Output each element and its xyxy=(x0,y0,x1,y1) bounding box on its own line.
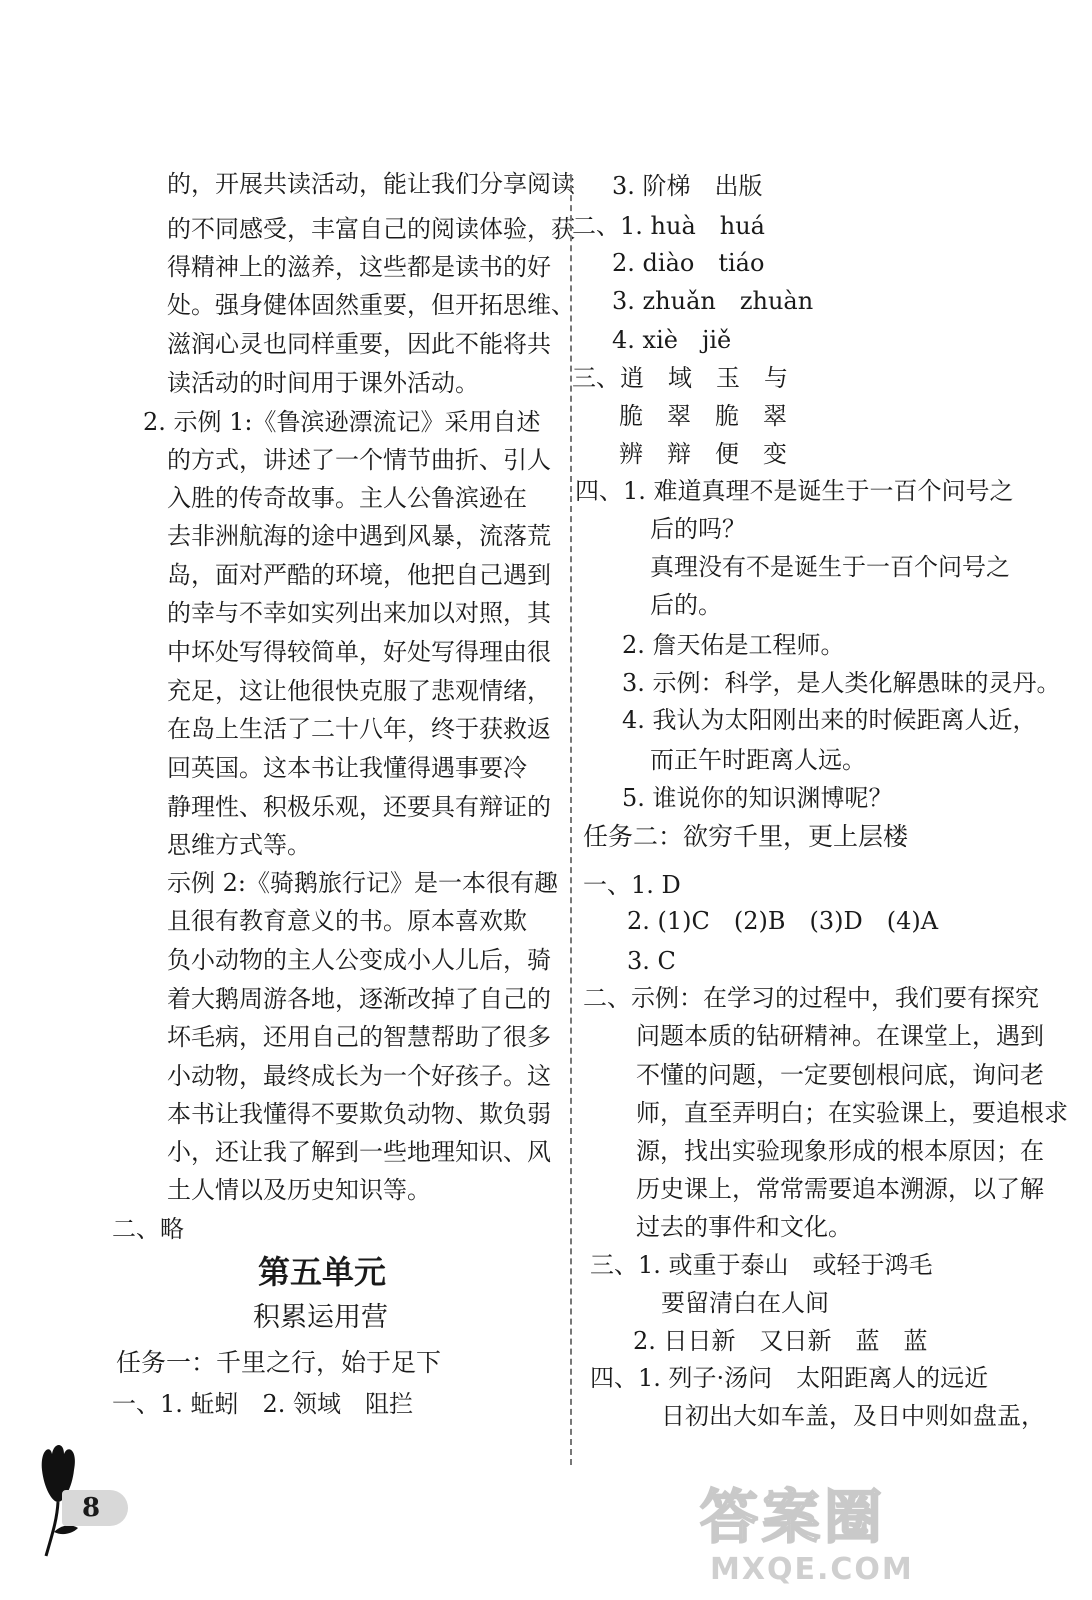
text-line: 2. 詹天佑是工程师。 xyxy=(622,631,845,659)
text-line: 负小动物的主人公变成小人儿后，骑 xyxy=(167,946,551,974)
text-line: 师，直至弄明白；在实验课上，要追根求 xyxy=(636,1099,1068,1127)
task-heading: 任务二：欲穷千里，更上层楼 xyxy=(583,822,909,851)
text-line: 4. 我认为太阳刚出来的时候距离人近， xyxy=(622,706,1037,734)
text-line: 读活动的时间用于课外活动。 xyxy=(167,369,479,397)
text-line: 后的吗？ xyxy=(650,515,746,543)
text-line: 静理性、积极乐观，还要具有辩证的 xyxy=(167,793,551,821)
text-line: 回英国。这本书让我懂得遇事要冷 xyxy=(167,754,527,782)
text-line: 示例 2:《骑鹅旅行记》是一本很有趣 xyxy=(167,869,558,897)
text-line: 且很有教育意义的书。原本喜欢欺 xyxy=(167,907,527,935)
text-line: 入胜的传奇故事。主人公鲁滨逊在 xyxy=(167,484,527,512)
text-line: 三、逍 域 玉 与 xyxy=(572,364,788,392)
text-line: 而正午时距离人远。 xyxy=(650,746,866,774)
text-line: 土人情以及历史知识等。 xyxy=(167,1176,431,1204)
unit-title: 第五单元 xyxy=(258,1253,387,1291)
watermark-url: MXQE.COM xyxy=(710,1552,914,1587)
text-line: 一、1. D xyxy=(583,871,681,899)
text-line: 2. 示例 1:《鲁滨逊漂流记》采用自述 xyxy=(143,408,541,436)
text-line: 中坏处写得较简单，好处写得理由很 xyxy=(167,638,551,666)
text-line: 3. 示例：科学，是人类化解愚昧的灵丹。 xyxy=(622,669,1061,697)
text-line: 滋润心灵也同样重要，因此不能将共 xyxy=(167,330,551,358)
text-line: 处。强身健体固然重要，但开拓思维、 xyxy=(167,291,575,319)
text-line: 源，找出实验现象形成的根本原因；在 xyxy=(636,1137,1044,1165)
text-line: 脆 翠 脆 翠 xyxy=(619,402,787,430)
text-line: 不懂的问题，一定要刨根问底，询问老 xyxy=(636,1061,1044,1089)
text-line: 思维方式等。 xyxy=(167,831,311,859)
text-line: 3. C xyxy=(627,947,676,975)
text-line: 一、1. 蚯蚓 2. 领域 阻拦 xyxy=(112,1390,414,1418)
task-heading: 任务一：千里之行，始于足下 xyxy=(116,1348,442,1377)
text-line: 去非洲航海的途中遇到风暴，流落荒 xyxy=(167,522,551,550)
text-line: 日初出大如车盖，及日中则如盘盂， xyxy=(661,1402,1045,1430)
text-line: 的方式，讲述了一个情节曲折、引人 xyxy=(167,446,551,474)
text-line: 本书让我懂得不要欺负动物、欺负弱 xyxy=(167,1100,551,1128)
text-line: 问题本质的钻研精神。在课堂上，遇到 xyxy=(636,1022,1044,1050)
text-line: 的不同感受，丰富自己的阅读体验，获 xyxy=(167,215,575,243)
text-line: 后的。 xyxy=(650,591,722,619)
text-line: 的幸与不幸如实列出来加以对照，其 xyxy=(167,599,551,627)
unit-subtitle: 积累运用营 xyxy=(253,1302,388,1333)
text-line: 2. diào tiáo xyxy=(612,249,765,277)
text-line: 坏毛病，还用自己的智慧帮助了很多 xyxy=(167,1023,551,1051)
text-line: 辨 辩 便 变 xyxy=(619,440,787,468)
text-line: 小动物，最终成长为一个好孩子。这 xyxy=(167,1062,551,1090)
text-line: 过去的事件和文化。 xyxy=(636,1213,852,1241)
text-line: 二、示例：在学习的过程中，我们要有探究 xyxy=(583,984,1039,1012)
text-line: 4. xiè jiě xyxy=(612,326,732,354)
text-line: 5. 谁说你的知识渊博呢？ xyxy=(622,784,893,812)
text-line: 着大鹅周游各地，逐渐改掉了自己的 xyxy=(167,985,551,1013)
text-line: 得精神上的滋养，这些都是读书的好 xyxy=(167,253,551,281)
text-line: 2. (1)C (2)B (3)D (4)A xyxy=(627,907,939,935)
text-line: 三、1. 或重于泰山 或轻于鸿毛 xyxy=(590,1251,933,1279)
text-line: 3. 阶梯 出版 xyxy=(612,172,763,200)
watermark-logo: 答案圈 xyxy=(700,1483,887,1551)
text-line: 历史课上，常常需要追本溯源，以了解 xyxy=(636,1175,1044,1203)
text-line: 要留清白在人间 xyxy=(661,1289,829,1317)
text-line: 小，还让我了解到一些地理知识、风 xyxy=(167,1138,551,1166)
text-line: 3. zhuǎn zhuàn xyxy=(612,287,814,315)
text-line: 二、1. huà huá xyxy=(572,212,765,240)
text-line: 四、1. 难道真理不是诞生于一百个问号之 xyxy=(575,477,1014,505)
text-line: 在岛上生活了二十八年，终于获救返 xyxy=(167,715,551,743)
text-line: 2. 日日新 又日新 蓝 蓝 xyxy=(633,1327,928,1355)
text-line: 充足，这让他很快克服了悲观情绪， xyxy=(167,677,551,705)
text-line: 二、略 xyxy=(112,1215,184,1243)
text-line: 四、1. 列子·汤问 太阳距离人的远近 xyxy=(590,1364,989,1392)
text-line: 岛，面对严酷的环境，他把自己遇到 xyxy=(167,561,551,589)
watermark xyxy=(700,1484,1085,1600)
text-line: 真理没有不是诞生于一百个问号之 xyxy=(650,553,1010,581)
page-number: 8 xyxy=(82,1493,101,1523)
text-line: 的，开展共读活动，能让我们分享阅读 xyxy=(167,170,575,198)
